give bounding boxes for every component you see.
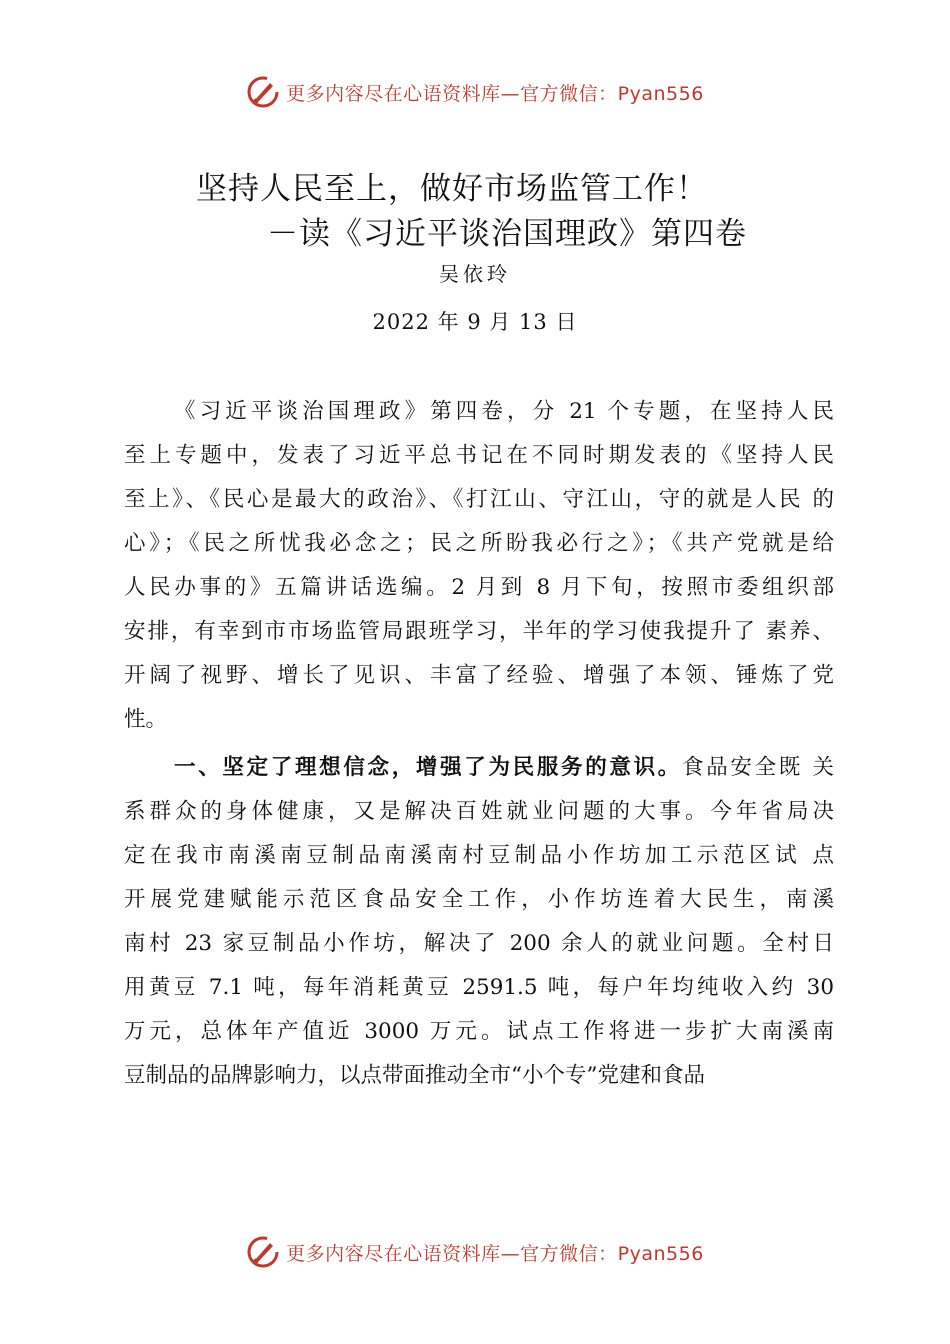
author-name: 吴依玲 <box>439 262 511 286</box>
paragraph-line: 南村 23 家豆制品小作坊，解决了 200 余人的就业问题。全村日 <box>124 931 834 956</box>
paragraph-section-one <box>124 746 834 1098</box>
section-heading: 一、坚定了理想信念，增强了为民服务的意识。 <box>174 755 683 780</box>
paragraph-line: 心》；《民之所忧我必念之；民之所盼我必行之》；《共产党就是给 <box>124 531 834 556</box>
paragraph-intro <box>124 390 834 742</box>
paragraph-line: 《习近平谈治国理政》第四卷，分 21 个专题，在坚持人民 <box>174 399 834 424</box>
document-subtitle: －读《习近平谈治国理政》第四卷 <box>267 216 747 252</box>
brush-logo-icon <box>246 1235 280 1269</box>
watermark-text: 更多内容尽在心语资料库—官方微信：Pyan556 <box>286 1242 704 1265</box>
watermark-top <box>0 70 950 114</box>
paragraph-line: 至上》、《民心是最大的政治》、《打江山、守江山，守的就是人民 的 <box>124 487 834 512</box>
watermark-bottom <box>0 1230 950 1274</box>
paragraph-line: 万元，总体年产值近 3000 万元。试点工作将进一步扩大南溪南 <box>124 1019 834 1044</box>
paragraph-line: 定在我市南溪南豆制品南溪南村豆制品小作坊加工示范区试 点 <box>124 843 834 868</box>
paragraph-line: 安排，有幸到市市场监管局跟班学习，半年的学习使我提升了 素养、 <box>124 619 834 644</box>
paragraph-line: 开展党建赋能示范区食品安全工作，小作坊连着大民生，南溪 <box>124 887 834 912</box>
document-date: 2022 年 9 月 13 日 <box>372 310 578 334</box>
document-title: 坚持人民至上，做好市场监管工作！ <box>196 171 708 207</box>
paragraph-line: 用黄豆 7.1 吨，每年消耗黄豆 2591.5 吨，每户年均纯收入约 30 <box>124 975 834 1000</box>
brush-logo-icon <box>246 75 280 109</box>
paragraph-line: 人民办事的》五篇讲话选编。2 月到 8 月下旬，按照市委组织部 <box>124 575 834 600</box>
paragraph-line: 性。 <box>124 707 168 732</box>
paragraph-line: 开阔了视野、增长了见识、丰富了经验、增强了本领、锤炼了党 <box>124 663 834 688</box>
paragraph-line: 豆制品的品牌影响力，以点带面推动全市“小个专”党建和食品 <box>124 1063 705 1088</box>
paragraph-line: 至上专题中，发表了习近平总书记在不同时期发表的《坚持人民 <box>124 443 834 468</box>
watermark-text: 更多内容尽在心语资料库—官方微信：Pyan556 <box>286 82 704 105</box>
paragraph-line-heading <box>124 746 834 790</box>
paragraph-line: 系群众的身体健康，又是解决百姓就业问题的大事。今年省局决 <box>124 799 834 824</box>
heading-line-rest: 食品安全既 关 <box>682 755 834 780</box>
